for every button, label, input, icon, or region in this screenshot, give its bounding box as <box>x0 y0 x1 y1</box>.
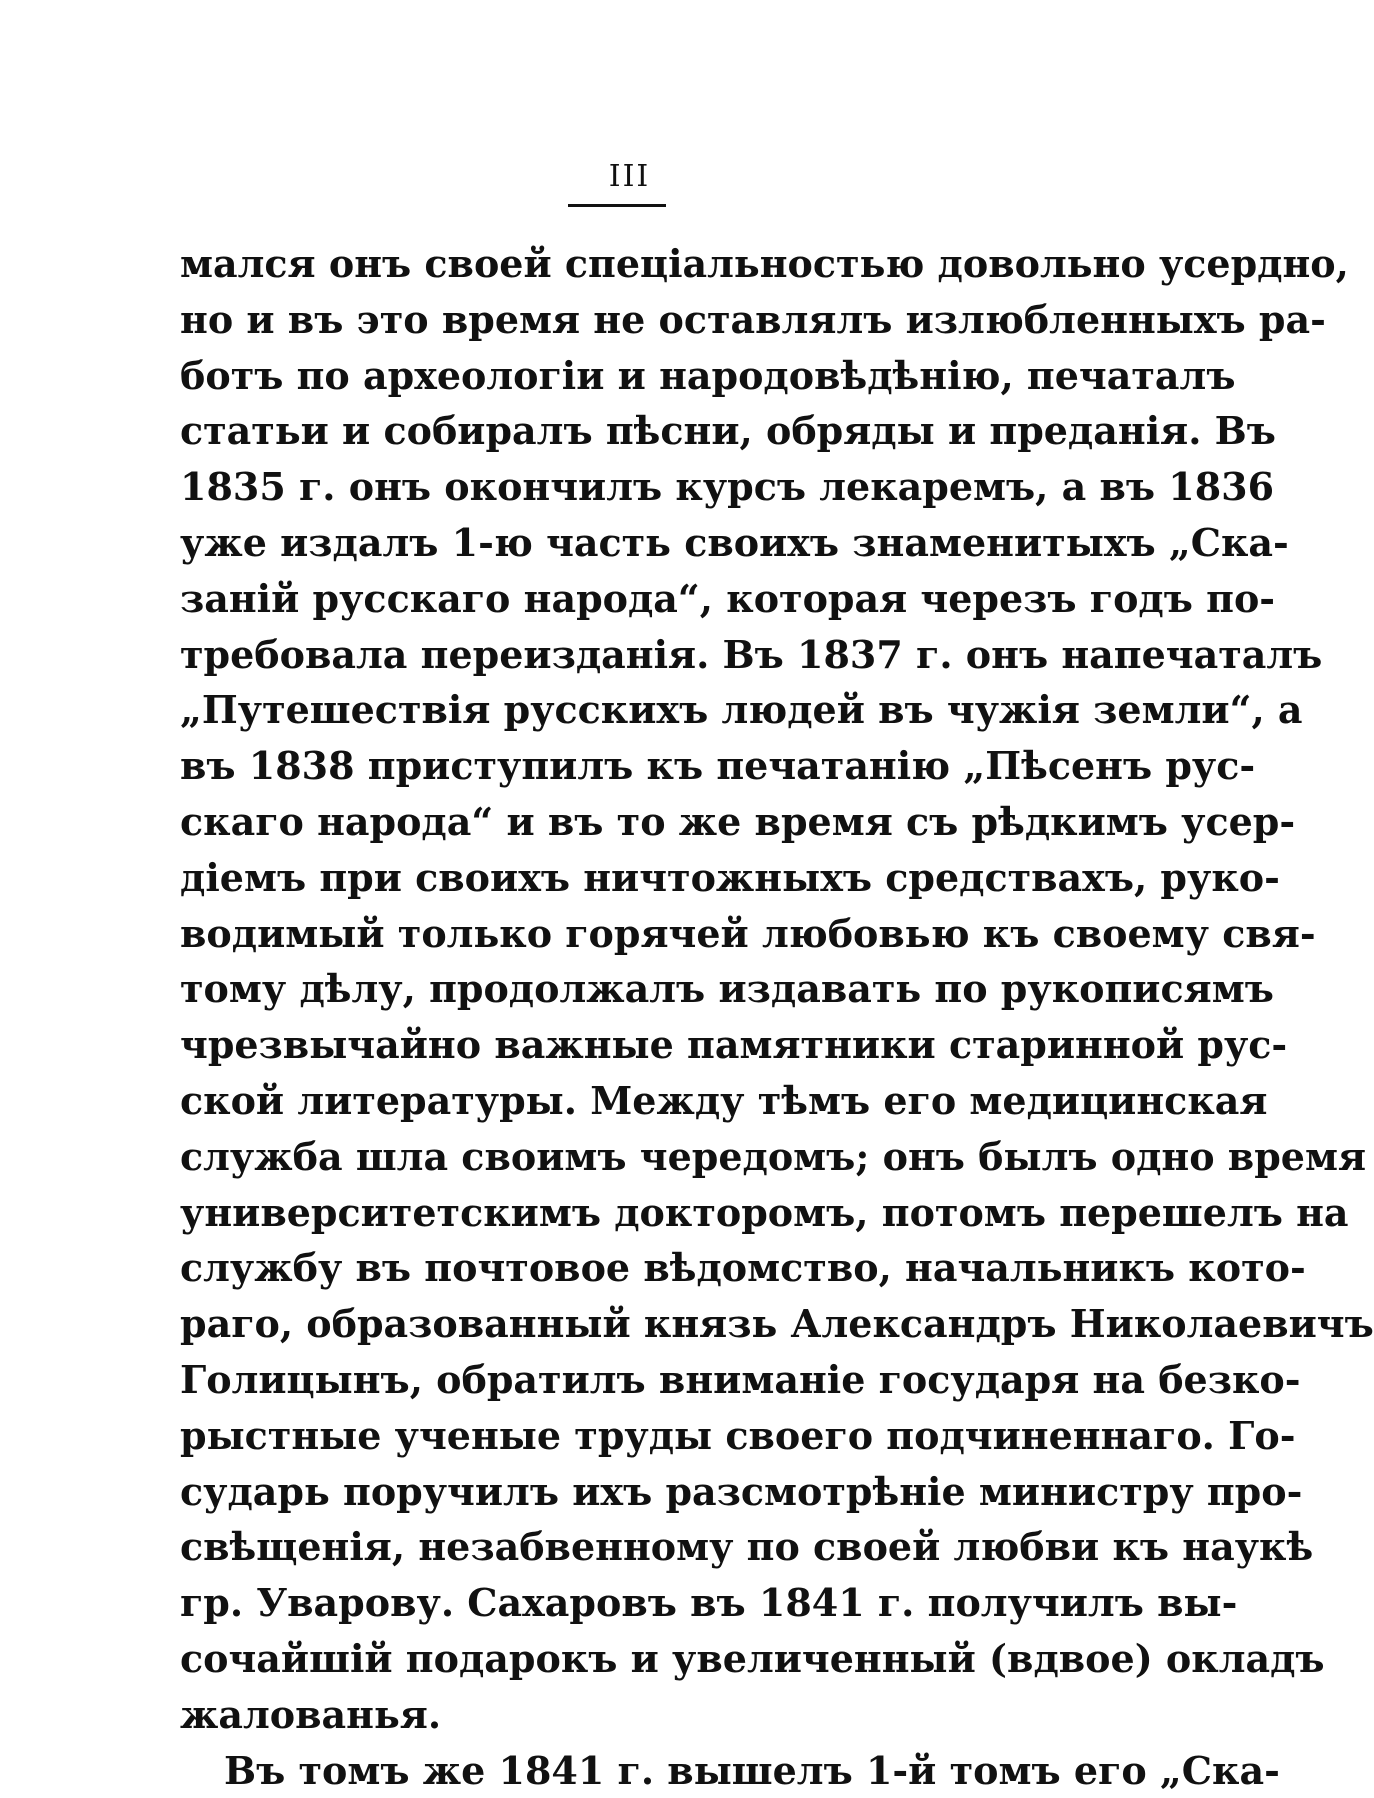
text-line: но и въ это время не оставлялъ излюбленныхъ ра- <box>180 296 1326 342</box>
text-line: рыстные ученые труды своего подчиненнаго. Го- <box>180 1412 1296 1458</box>
text-line: заній русскаго народа“, которая черезъ годъ по- <box>180 575 1276 621</box>
text-line: въ 1838 приступилъ къ печатанію „Пѣсенъ рус- <box>180 743 1256 789</box>
body-text <box>180 236 1374 1798</box>
text-line: „Путешествія русскихъ людей въ чужія земли“, а <box>180 687 1303 733</box>
text-line: уже издалъ 1-ю часть своихъ знаменитыхъ „Ска- <box>180 519 1289 565</box>
text-line: ской литературы. Между тѣмъ его медицинская <box>180 1077 1268 1123</box>
text-line: Голицынъ, обратилъ вниманіе государя на безко- <box>180 1356 1301 1402</box>
text-line: скаго народа“ и въ то же время съ рѣдкимъ усер- <box>180 798 1296 844</box>
text-line: раго, образованный князь Александръ Николаевичъ <box>180 1301 1374 1347</box>
text-line: 1835 г. онъ окончилъ курсъ лекаремъ, а въ 1836 <box>180 464 1275 510</box>
text-line: требовала переизданія. Въ 1837 г. онъ напечаталъ <box>180 631 1323 677</box>
text-line: тому дѣлу, продолжалъ издавать по рукописямъ <box>180 966 1274 1012</box>
text-line: гр. Уварову. Сахаровъ въ 1841 г. получилъ вы- <box>180 1580 1238 1626</box>
text-line: статьи и собиралъ пѣсни, обряды и преданія. Въ <box>180 408 1276 454</box>
header-rule <box>568 204 666 207</box>
text-line: водимый только горячей любовью къ своему свя- <box>180 910 1316 956</box>
text-line: свѣщенія, незабвенному по своей любви къ наукѣ <box>180 1524 1314 1570</box>
text-line: сочайшій подарокъ и увеличенный (вдвое) окладъ <box>180 1635 1325 1681</box>
text-line: служба шла своимъ чередомъ; онъ былъ одно время <box>180 1133 1367 1179</box>
text-line: университетскимъ докторомъ, потомъ перешелъ на <box>180 1189 1349 1235</box>
paragraph-end-line: жалованья. <box>180 1691 442 1737</box>
text-line: діемъ при своихъ ничтожныхъ средствахъ, руко- <box>180 854 1280 900</box>
page-number: III <box>608 159 651 194</box>
text-line: службу въ почтовое вѣдомство, начальникъ кото- <box>180 1245 1306 1291</box>
text-line: мался онъ своей спеціальностью довольно усердно, <box>180 241 1349 286</box>
text-line: сударь поручилъ ихъ разсмотрѣніе министру про- <box>180 1468 1303 1514</box>
paragraph-start-line: Въ томъ же 1841 г. вышелъ 1-й томъ его „Ска- <box>224 1747 1280 1793</box>
text-line: чрезвычайно важные памятники старинной рус- <box>180 1022 1288 1068</box>
text-line: ботъ по археологіи и народовѣдѣнію, печаталъ <box>180 352 1236 398</box>
